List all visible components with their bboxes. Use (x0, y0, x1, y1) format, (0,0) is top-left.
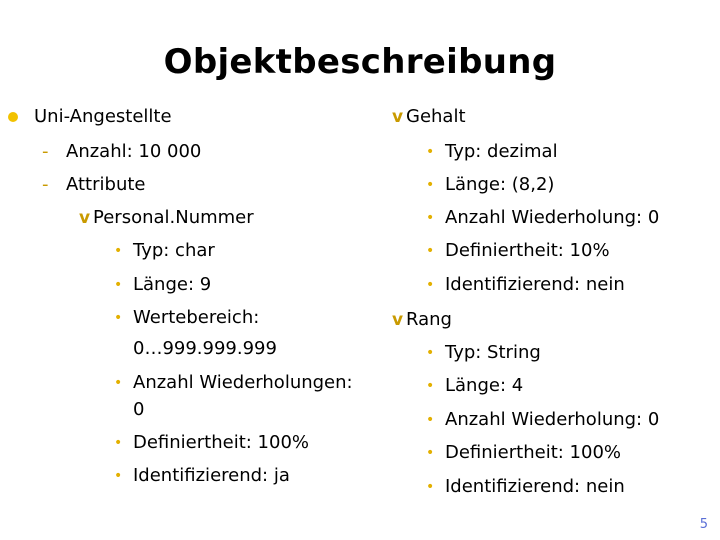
left-personal-nummer: Personal.Nummer (93, 207, 254, 228)
right-item: Identifizierend: nein (445, 476, 625, 497)
left-item: Typ: char (133, 240, 215, 261)
right-item: Anzahl Wiederholung: 0 (445, 409, 660, 430)
left-item: Länge: 9 (133, 274, 212, 295)
bullet-icon: • (114, 277, 123, 293)
bullet-icon: • (426, 479, 435, 495)
page-number: 5 (699, 517, 708, 532)
right-item: Anzahl Wiederholung: 0 (445, 207, 660, 228)
right-item: Länge: 4 (445, 375, 524, 396)
left-item: Identifizierend: ja (133, 465, 290, 486)
right-item: Identifizierend: nein (445, 274, 625, 295)
dash-icon: - (42, 141, 49, 162)
bullet-icon: • (426, 412, 435, 428)
right-item: Typ: String (445, 342, 541, 363)
right-item: Länge: (8,2) (445, 174, 555, 195)
checkmark-v-icon: v (79, 208, 91, 228)
bullet-icon: • (426, 177, 435, 193)
left-attribute: Attribute (66, 174, 146, 195)
left-header: Uni-Angestellte (34, 106, 172, 127)
bullet-icon: • (426, 378, 435, 394)
left-item: Wertebereich: (133, 307, 260, 328)
left-item: Anzahl Wiederholungen: (133, 372, 353, 393)
left-anzahl: Anzahl: 10 000 (66, 141, 202, 162)
left-item: Definiertheit: 100% (133, 432, 310, 453)
bullet-dot-icon (8, 112, 18, 122)
left-item-continuation: 0…999.999.999 (133, 338, 277, 359)
dash-icon: - (42, 174, 49, 195)
slide-title: Objektbeschreibung (163, 42, 557, 82)
bullet-icon: • (426, 345, 435, 361)
checkmark-v-icon: v (392, 310, 404, 330)
right-item: Definiertheit: 10% (445, 240, 610, 261)
bullet-icon: • (114, 435, 123, 451)
right-rang: Rang (406, 309, 452, 330)
bullet-icon: • (426, 144, 435, 160)
bullet-icon: • (114, 243, 123, 259)
bullet-icon: • (426, 445, 435, 461)
bullet-icon: • (114, 310, 123, 326)
right-item: Definiertheit: 100% (445, 442, 622, 463)
bullet-icon: • (426, 243, 435, 259)
left-item-continuation: 0 (133, 399, 145, 420)
right-item: Typ: dezimal (445, 141, 558, 162)
bullet-icon: • (114, 375, 123, 391)
right-gehalt: Gehalt (406, 106, 466, 127)
checkmark-v-icon: v (392, 107, 404, 127)
bullet-icon: • (426, 210, 435, 226)
bullet-icon: • (114, 468, 123, 484)
bullet-icon: • (426, 277, 435, 293)
